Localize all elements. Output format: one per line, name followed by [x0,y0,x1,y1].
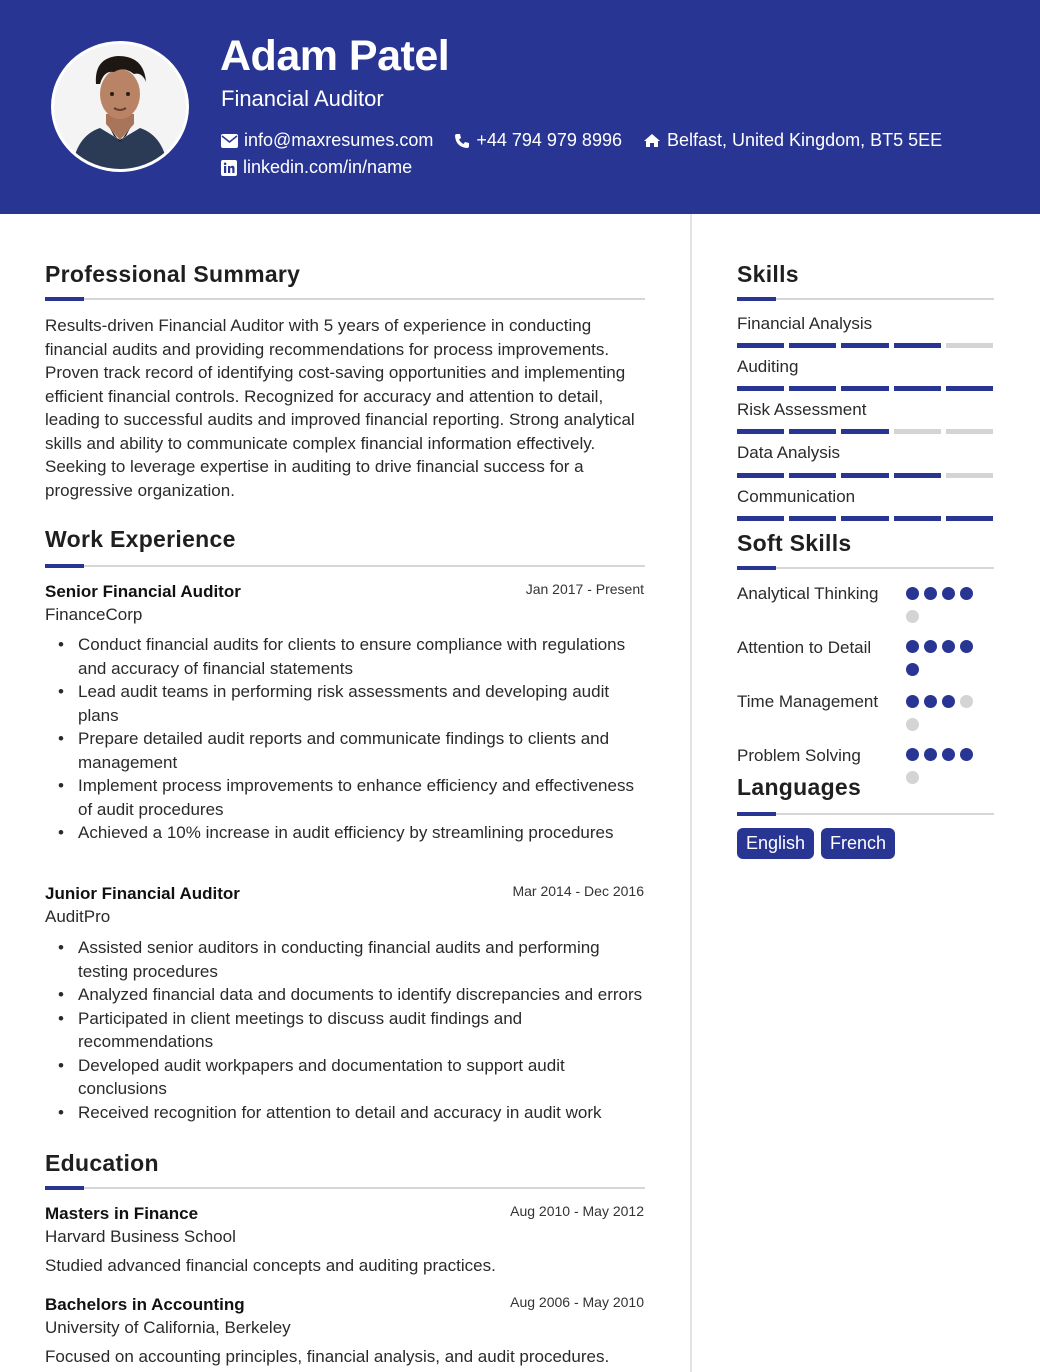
experience-rule [45,565,645,567]
list-item: • Implement process improvements to enhance efficiency and effectiveness of audit procedures [45,774,650,821]
skill-level-segment [737,386,784,391]
skill-level-segment [789,473,836,478]
list-item: • Conduct financial audits for clients to ensure compliance with regulations and accuracy of financial statements [45,633,650,680]
list-item: • Lead audit teams in performing risk assessments and developing audit plans [45,680,650,727]
skill-level-segment [894,473,941,478]
soft-skill-name: Time Management [737,692,879,711]
skill-level-segment [789,343,836,348]
education-description: Focused on accounting principles, financial analysis, and audit procedures. [45,1347,610,1366]
language-list [737,828,895,859]
summary-heading: Professional Summary [45,261,301,287]
language-badge: English [737,828,814,859]
contact-row [221,130,963,151]
education-date: Aug 2006 - May 2010 [510,1294,644,1310]
skill-level-bar [737,516,993,521]
rating-dot [960,695,973,708]
rating-dot [960,587,973,600]
skill-level-segment [894,386,941,391]
soft-skill-name: Analytical Thinking [737,584,879,603]
soft-skills-rule [737,567,994,569]
column-divider [690,214,692,1372]
skill-name: Financial Analysis [737,314,873,333]
rating-dot [906,640,919,653]
skills-heading: Skills [737,261,799,287]
skill-level-segment [789,386,836,391]
education-rule [45,1187,645,1189]
rating-dot [906,663,919,676]
skill-level-segment [737,516,784,521]
skill-level-bar [737,386,993,391]
candidate-name: Adam Patel [220,32,450,80]
soft-skill-rating [906,587,981,623]
location-text: Belfast, United Kingdom, BT5 5EE [666,130,943,150]
list-item: • Developed audit workpapers and documentation to support audit conclusions [45,1054,650,1101]
linkedin-text: linkedin.com/in/name [243,157,413,177]
skill-level-segment [946,429,993,434]
rating-dot [942,748,955,761]
skills-rule [737,298,994,300]
skill-level-segment [737,473,784,478]
degree-title: Masters in Finance [45,1204,199,1223]
list-item: • Assisted senior auditors in conducting financial audits and performing testing procedures [45,936,650,983]
profile-photo [54,44,186,169]
skill-level-segment [946,343,993,348]
phone-text: +44 794 979 8996 [476,130,622,150]
skill-level-segment [894,429,941,434]
skill-level-segment [789,516,836,521]
job-date: Mar 2014 - Dec 2016 [512,883,644,899]
education-heading: Education [45,1150,159,1176]
soft-skill-name: Attention to Detail [737,638,872,657]
rating-dot [906,695,919,708]
skill-level-segment [737,429,784,434]
skill-level-bar [737,343,993,348]
school-name: Harvard Business School [45,1227,236,1246]
skill-level-segment [894,516,941,521]
rating-dot [924,695,937,708]
rating-dot [906,748,919,761]
skill-name: Communication [737,487,856,506]
experience-heading: Work Experience [45,526,236,552]
rating-dot [906,610,919,623]
rating-dot [942,640,955,653]
skill-level-segment [894,343,941,348]
rating-dot [924,748,937,761]
skill-level-segment [946,516,993,521]
job-date: Jan 2017 - Present [525,581,644,597]
job-bullets [45,936,650,1124]
soft-skill-rating [906,748,981,784]
soft-skill-rating [906,640,981,676]
list-item: • Analyzed financial data and documents to identify discrepancies and errors [45,983,650,1007]
skill-level-segment [946,473,993,478]
rating-dot [942,587,955,600]
skill-level-segment [841,473,888,478]
skill-level-segment [737,343,784,348]
soft-skill-rating [906,695,981,731]
skill-level-bar [737,473,993,478]
skill-level-segment [789,429,836,434]
skill-level-segment [841,343,888,348]
job-bullets [45,633,650,845]
job-company: AuditPro [45,907,111,926]
contact-row-linkedin [221,157,433,178]
languages-heading: Languages [737,774,862,800]
summary-rule [45,298,645,300]
skill-name: Auditing [737,357,799,376]
languages-rule [737,813,994,815]
resume-header [0,0,1040,214]
envelope-icon [221,134,238,148]
job-title: Junior Financial Auditor [45,884,240,903]
skill-level-segment [841,386,888,391]
summary-text: Results-driven Financial Auditor with 5 years of experience in conducting financial audits and providing recommendations for process improvements. Proven track record of identifying cost-saving opportunities and implementing efficient financial controls. Recognized for accuracy and attention to detail, leading to successful audits and improved financial reporting. Strong analytical skills and ability to communicate complex financial information effectively. Seeking to leverage expertise in auditing to drive financial success for a progressive organization. [45,316,635,500]
rating-dot [942,695,955,708]
avatar [51,41,189,172]
contact-linkedin[interactable] [221,157,412,178]
job-company: FinanceCorp [45,605,143,624]
contact-location [643,130,942,151]
contact-phone[interactable] [454,130,622,151]
list-item: • Received recognition for attention to detail and accuracy in audit work [45,1101,650,1125]
rating-dot [924,587,937,600]
list-item: • Achieved a 10% increase in audit efficiency by streamlining procedures [45,821,650,845]
soft-skill-name: Problem Solving [737,746,861,765]
phone-icon [454,133,470,149]
skill-name: Data Analysis [737,443,840,462]
linkedin-icon [221,160,237,176]
language-badge: French [821,828,895,859]
list-item: • Participated in client meetings to discuss audit findings and recommendations [45,1007,650,1054]
skill-level-segment [841,429,888,434]
skill-level-bar [737,429,993,434]
skill-name: Risk Assessment [737,400,867,419]
job-title-heading: Financial Auditor [221,86,384,111]
job-title: Senior Financial Auditor [45,582,241,601]
education-date: Aug 2010 - May 2012 [510,1203,644,1219]
soft-skills-heading: Soft Skills [737,530,852,556]
list-item: • Prepare detailed audit reports and communicate findings to clients and management [45,727,650,774]
school-name: University of California, Berkeley [45,1318,291,1337]
rating-dot [906,718,919,731]
rating-dot [960,640,973,653]
education-description: Studied advanced financial concepts and auditing practices. [45,1256,496,1275]
contact-email[interactable] [221,130,433,151]
rating-dot [906,771,919,784]
rating-dot [960,748,973,761]
degree-title: Bachelors in Accounting [45,1295,245,1314]
email-text: info@maxresumes.com [244,130,434,150]
home-icon [643,133,661,148]
rating-dot [906,587,919,600]
skill-level-segment [946,386,993,391]
rating-dot [924,640,937,653]
skill-level-segment [841,516,888,521]
